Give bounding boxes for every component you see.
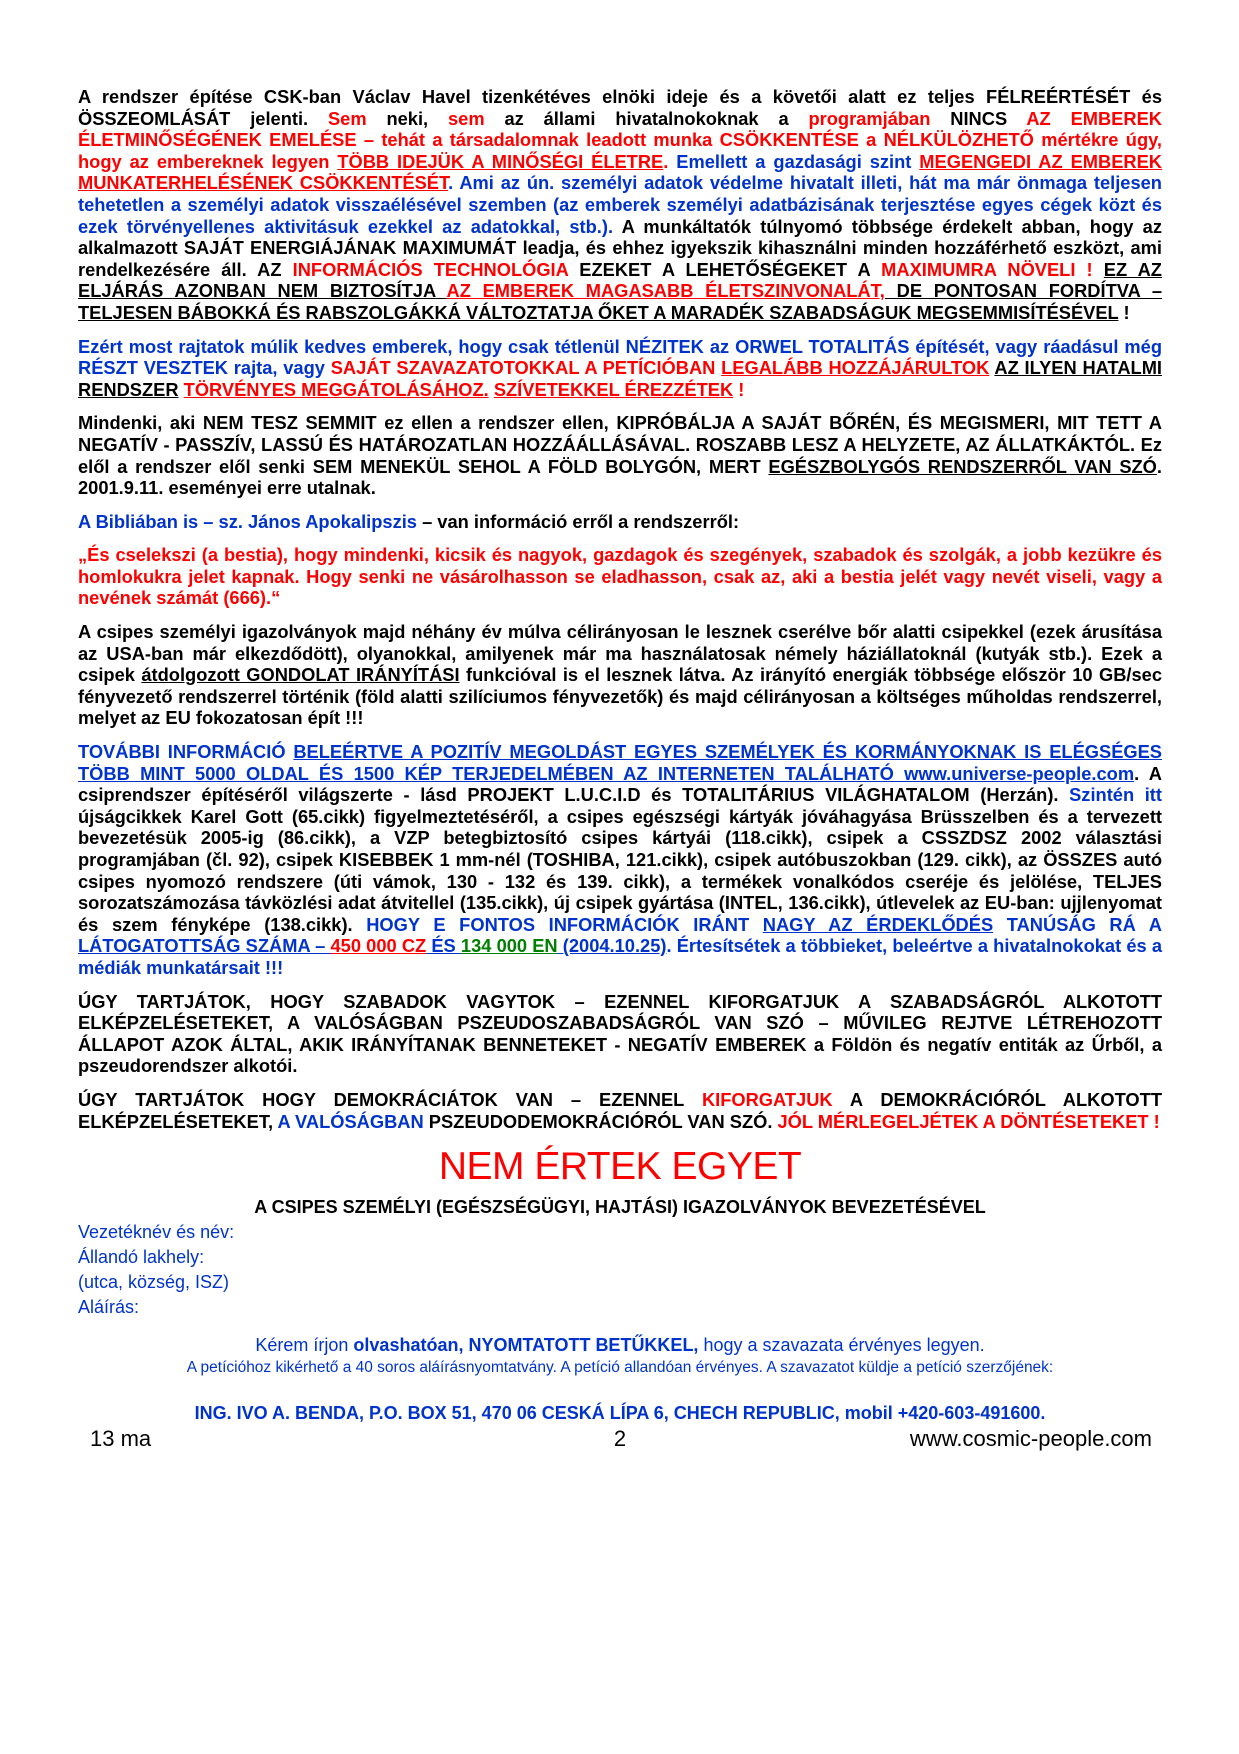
universe-people-link[interactable]: BELEÉRTVE A POZITÍV MEGOLDÁST EGYES SZEMÉLYEK ÉS KORMÁNYOKNAK IS ELÉGSÉGES TÖBB MINT 5000 OLDAL ÉS 1500 KÉP TERJEDELMÉBEN AZ INTERNETEN TALÁLHATÓ www.universe-people.com — [78, 741, 1162, 784]
petition-note-form: A petícióhoz kikérhető a 40 soros aláírásnyomtatvány. A petíció allandóan érvényes. A szavazatot küldje a petíció szerzőjének: — [186, 1359, 1054, 1377]
field-name-label: Vezetéknév és név: — [78, 1222, 235, 1243]
paragraph-freedom: ÚGY TARTJÁTOK, HOGY SZABADOK VAGYTOK – EZENNEL KIFORGATJUK A SZABADSÁGRÓL ALKOTOTT ELKÉPZELÉSETEKET, A VALÓSÁGBAN PSZEUDOSZABADSÁGRÓL VAN SZÓ – MŰVILEG REJTVE LÉTREHOZOTT ÁLLAPOT AZOK ÁLTAL, AKIK IRÁNYÍTANAK BENNETEKET - NEGATÍV EMBEREK a Földön és negatív entiták az Űrből, a pszeudorendszer alkotói. — [78, 990, 1162, 1077]
petition-subtitle: A CSIPES SZEMÉLYI (EGÉSZSÉGÜGYI, HAJTÁSI) IGAZOLVÁNYOK BEVEZETÉSÉVEL — [254, 1197, 986, 1218]
field-address-label: Állandó lakhely: — [78, 1247, 205, 1268]
author-address: ING. IVO A. BENDA, P.O. BOX 51, 470 06 CESKÁ LÍPA 6, CHECH REPUBLIC, mobil +420-603-491600. — [194, 1403, 1046, 1424]
field-address-hint: (utca, község, ISZ) — [78, 1272, 230, 1293]
paragraph-appeal: Ezért most rajtatok múlik kedves emberek, hogy csak tétlenül NÉZITEK az ORWEL TOTALITÁS építését, vagy ráadásul még RÉSZT VESZTEK rajta, vagy SAJÁT SZAVAZATOTOKKAL A PETÍCIÓBAN LEGALÁBB HOZZÁJÁRULTOK AZ ILYEN HATALMI RENDSZER TÖRVÉNYES MEGGÁTOLÁSÁHOZ. SZÍVETEKKEL ÉREZZÉTEK ! — [78, 335, 1163, 400]
paragraph-democracy: ÚGY TARTJÁTOK HOGY DEMOKRÁCIÁTOK VAN – EZENNEL KIFORGATJUK A DEMOKRÁCIÓRÓL ALKOTOTT ELKÉPZELÉSETEKET, A VALÓSÁGBAN PSZEUDODEMOKRÁCIÓRÓL VAN SZÓ. JÓL MÉRLEGELJÉTEK A DÖNTÉSETEKET ! — [78, 1088, 1162, 1132]
paragraph-warning: Mindenki, aki NEM TESZ SEMMIT ez ellen a rendszer ellen, KIPRÓBÁLJA A SAJÁT BŐRÉN, ÉS MEGISMERI, MIT TETT A NEGATÍV - PASSZÍV, LASSÚ ÉS HATÁROZATLAN HOZZÁÁLLÁSÁVAL. ROSZABB LESZ A HELYZETE, AZ ÁLLATKÁKTÓL. Ez elől a rendszer elől senki SEM MENEKÜL SEHOL A FÖLD BOLYGÓN, MERT EGÉSZBOLYGÓS RENDSZERRŐL VAN SZÓ. 2001.9.11. eseményei erre utalnak. — [78, 412, 1162, 499]
petition-title: NEM ÉRTEK EGYET — [438, 1145, 802, 1189]
petition-form — [78, 1220, 1162, 1320]
document-page — [78, 86, 1162, 1454]
field-signature-label: Aláírás: — [78, 1297, 140, 1318]
footer-left-text: 13 ma — [90, 1426, 152, 1452]
paragraph-further-info: TOVÁBBI INFORMÁCIÓ BELEÉRTVE A POZITÍV MEGOLDÁST EGYES SZEMÉLYEK ÉS KORMÁNYOKNAK IS ELÉGSÉGES TÖBB MINT 5000 OLDAL ÉS 1500 KÉP TERJEDELMÉBEN AZ INTERNETEN TALÁLHATÓ www.universe-people.com. A csiprendszer építéséről világszerte - lásd PROJEKT L.U.C.I.D és TOTALITÁRIUS VILÁGHATALOM (Herzán). Szintén itt újságcikkek Karel Gott (65.cikk) figyelmeztetéséről, a csipes egészségi kártyák jóváhagyása Brüsszelben és a tervezett bevezetésük 2005-ig (86.cikk), a VZP betegbiztosító csipes kártyái (118.cikk), csipek a CSSZDSZ 2002 választási programjában (čl. 92), csipek KISEBBEK 1 mm-nél (TOSHIBA, 121.cikk), csipek autóbuszokban (129. cikk), az ÖSSZES autó csipes nyomozó rendszere (úti vámok, 130 - 132 és 139. cikk), a termékek vonalkódos cseréje és jelölése, TELJES sorozatszámozása távközlési adat átvitellel (135.cikk), új csipek gyártása (INTEL, 136.cikk), útlevelek az EU-ban: ujjlenyomat és szem fényképe (138.cikk). HOGY E FONTOS INFORMÁCIÓK IRÁNT NAGY AZ ÉRDEKLŐDÉS TANÚSÁG RÁ A LÁTOGATOTTSÁG SZÁMA – 450 000 CZ ÉS 134 000 EN (2004.10.25). Értesítsétek a többieket, beleértve a hivatalnokokat és a médiák munkatársait !!! — [78, 741, 1162, 978]
page-footer — [78, 1428, 1162, 1454]
paragraph-chip-ids: A csipes személyi igazolványok majd néhány év múlva célirányosan le lesznek cserélve bőr alatti csipekkel (ezek árusítása az USA-ban már elkezdődött), olyanokkal, amilyenek már ma használatosak némely háziállatoknál (kutyák stb.). Ezek a csipek átdolgozott GONDOLAT IRÁNYÍTÁSI funkcióval is el lesznek látva. Az irányító energiák többsége először 10 GB/sec fényvezető rendszerrel történik (föld alatti szilíciumos fényvezetők) és majd célirányosan a költséges műholdas rendszerrel, melyet az EU fokozatosan épít !!! — [78, 621, 1162, 729]
paragraph-bible-intro: A Bibliában is – sz. János Apokalipszis – van információ erről a rendszerről: — [78, 510, 740, 532]
paragraph-bible-quote: „És cselekszi (a bestia), hogy mindenki, kicsik és nagyok, gazdagok és szegények, szabadok és szolgák, a jobb kezükre és homlokukra jelet kapnak. Hogy senki ne vásárolhasson se eladhasson, csak az, aki a bestia jelét vagy nevét viseli, vagy a nevének számát (666).“ — [78, 544, 1162, 609]
paragraph-system-construction: A rendszer építése CSK-ban Václav Havel tizenkétéves elnöki ideje és a követői alatt ez teljes FÉLREÉRTÉSÉT és ÖSSZEOMLÁSÁT jelenti. Sem neki, sem az állami hivatalnokoknak a programjában NINCS AZ EMBEREK ÉLETMINŐSÉGÉNEK EMELÉSE – tehát a társadalomnak leadott munka CSÖKKENTÉSE a NÉLKÜLÖZHETŐ mértékre úgy, hogy az embereknek legyen TÖBB IDEJÜK A MINŐSÉGI ÉLETRE. Emellett a gazdasági szint MEGENGEDI AZ EMBEREK MUNKATERHELÉSÉNEK CSÖKKENTÉSÉT. Ami az ún. személyi adatok védelme hivatalt illeti, hát ma már önmaga teljesen tehetetlen a személyi adatok visszaélésével szemben (az emberek személyi adatbázisának terjesztése egyes cégek közt és ezek törvényellenes aktivitásuk ezekkel az adatokkal, stb.). A munkáltatók túlnyomó többsége érdekelt abban, hogy az alkalmazott SAJÁT ENERGIÁJÁNAK MAXIMUMÁT leadja, és ehhez igyekszik kihasználni minden hozzáférhető eszközt, ami rendelkezésére áll. AZ INFORMÁCIÓS TECHNOLÓGIA EZEKET A LEHETŐSÉGEKET A MAXIMUMRA NÖVELI ! EZ AZ ELJÁRÁS AZONBAN NEM BIZTOSÍTJA AZ EMBEREK MAGASABB ÉLETSZINVONALÁT, DE PONTOSAN FORDÍTVA – TELJESEN BÁBOKKÁ ÉS RABSZOLGÁKKÁ VÁLTOZTATJA ŐKET A MARADÉK SZABADSÁGUK MEGSEMMISÍTÉSÉVEL ! — [78, 86, 1162, 323]
page-number: 2 — [613, 1426, 627, 1452]
footer-website: www.cosmic-people.com — [909, 1426, 1152, 1452]
petition-note-legible: Kérem írjon olvashatóan, NYOMTATOTT BETŰKKEL, hogy a szavazata érvényes legyen. — [255, 1335, 985, 1356]
